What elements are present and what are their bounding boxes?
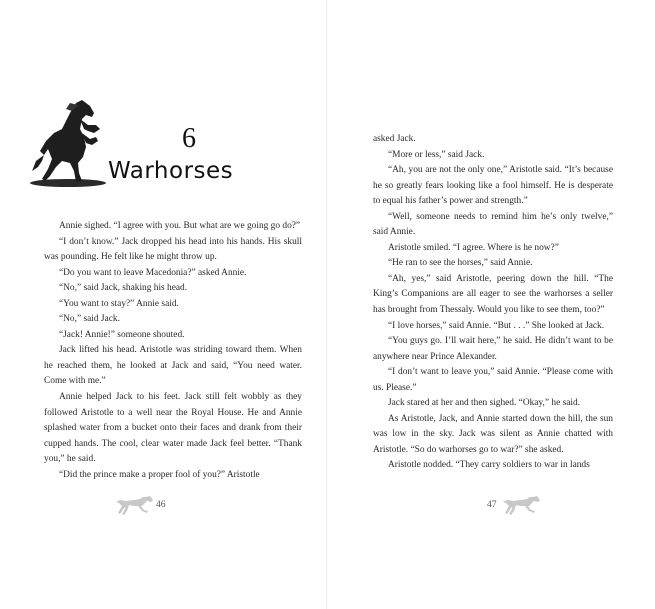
paragraph: Annie helped Jack to his feet. Jack still felt wobbly as they followed Aristotle to a well near the Royal House. He and Annie splashed water from a bucket onto their faces and drank from their cupped hands. The cool, clear water made Jack feel better. “Thank you,” he said. bbox=[44, 392, 302, 465]
paragraph: Aristotle nodded. “They carry soldiers to war in lands bbox=[388, 460, 590, 471]
paragraph: As Aristotle, Jack, and Annie started down the hill, the sun was low in the sky. Jack was silent as Annie chatted with Aristotle. “So do warhorses go to war?” she asked. bbox=[373, 413, 613, 455]
paragraph: “Did the prince make a proper fool of you?” Aristotle bbox=[59, 469, 260, 480]
rearing-horse-icon bbox=[30, 97, 110, 189]
galloping-horse-icon bbox=[116, 494, 154, 516]
paragraph: asked Jack. bbox=[373, 134, 416, 144]
paragraph: “I don’t want to leave you,” said Annie. “Please come with us. Please.” bbox=[373, 367, 613, 393]
paragraph: Aristotle smiled. “I agree. Where is he now?” bbox=[388, 242, 559, 253]
chapter-number: 6 bbox=[182, 123, 196, 154]
left-page-text bbox=[44, 219, 302, 483]
right-page-text bbox=[373, 132, 613, 474]
page-number: 46 bbox=[156, 500, 166, 510]
paragraph: “You guys go. I’ll wait here,” he said. He didn’t want to be anywhere near Prince Alexander. bbox=[373, 336, 613, 362]
paragraph: Annie sighed. “I agree with you. But what are we going go do?” bbox=[59, 221, 301, 231]
paragraph: “Well, someone needs to remind him he’s only twelve,” said Annie. bbox=[373, 211, 613, 238]
paragraph: Jack stared at her and then sighed. “Okay,” he said. bbox=[388, 398, 581, 409]
paragraph: “More or less,” said Jack. bbox=[388, 149, 485, 160]
paragraph: “Ah, you are not the only one,” Aristotle said. “It’s because he so greatly fears looking like a fool himself. He is desperate to equal his father’s power and strength.” bbox=[373, 165, 613, 207]
paragraph: “Jack! Annie!” someone shouted. bbox=[59, 329, 185, 340]
paragraph: Jack lifted his head. Aristotle was striding toward them. When he reached them, he looked at Jack and said, “You need water. Come with me.” bbox=[44, 345, 302, 387]
paragraph: “You want to stay?” Annie said. bbox=[59, 298, 179, 309]
paragraph: “Do you want to leave Macedonia?” asked Annie. bbox=[59, 267, 247, 278]
paragraph: “I don’t know.” Jack dropped his head into his hands. His skull was pounding. He felt like he might throw up. bbox=[44, 236, 302, 263]
paragraph: “No,” said Jack. bbox=[59, 314, 120, 325]
page-number: 47 bbox=[487, 500, 497, 510]
paragraph: “He ran to see the horses,” said Annie. bbox=[388, 258, 533, 269]
chapter-title: Warhorses bbox=[108, 158, 234, 184]
right-page bbox=[327, 0, 655, 609]
galloping-horse-icon bbox=[503, 494, 541, 516]
paragraph: “I love horses,” said Annie. “But . . .” She looked at Jack. bbox=[388, 320, 605, 331]
left-page bbox=[0, 0, 327, 609]
paragraph: “No,” said Jack, shaking his head. bbox=[59, 283, 188, 294]
chapter-heading bbox=[30, 97, 300, 197]
paragraph: “Ah, yes,” said Aristotle, peering down the hill. “The King’s Companions are all eager to see the warhorses a seller has brought from Thessaly. Would you like to see them, too?” bbox=[373, 273, 613, 316]
